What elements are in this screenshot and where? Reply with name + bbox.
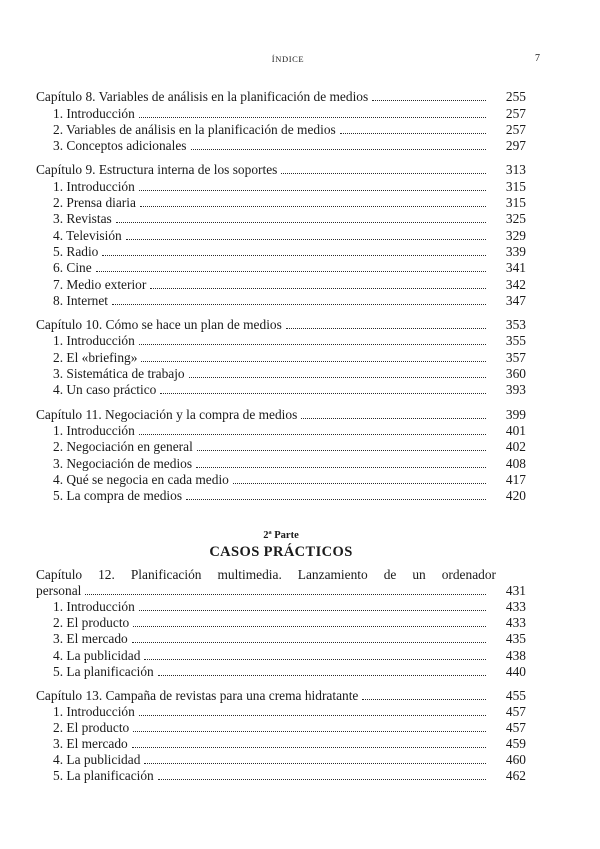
toc-item: 5. La compra de medios 420 [53,488,526,504]
toc-block-bottom [36,567,526,784]
page-header [36,54,540,68]
toc-item: 3. El mercado 435 [53,631,526,647]
toc-chapter-11: Capítulo 11. Negociación y la compra de medios 399 [36,406,526,422]
toc-item: 3. Sistemática de trabajo 360 [53,366,526,382]
toc-block-top [36,89,526,504]
toc-chapter-13: Capítulo 13. Campaña de revistas para una crema hidratante 455 [36,687,526,703]
toc-item: 2. Negociación en general 402 [53,439,526,455]
toc-item: 6. Cine 341 [53,260,526,276]
toc-item: 4. Un caso práctico 393 [53,382,526,398]
toc-item: 2. Prensa diaria 315 [53,195,526,211]
part-heading [36,530,526,561]
toc-item: 3. El mercado 459 [53,736,526,752]
toc-chapter-10: Capítulo 10. Cómo se hace un plan de medios 353 [36,317,526,333]
toc-item: 2. El producto 433 [53,615,526,631]
toc-item: 3. Conceptos adicionales 297 [53,138,526,154]
toc-chapter-12-line1: Capítulo 12. Planificación multimedia. Lanzamiento de un ordenador [36,566,496,582]
toc-item: 1. Introducción 433 [53,599,526,615]
toc-item: 8. Internet 347 [53,292,526,308]
toc-chapter-8: Capítulo 8. Variables de análisis en la planificación de medios 255 [36,89,526,105]
toc-item: 1. Introducción 257 [53,105,526,121]
toc-chapter-12-line2: personal 431 [36,583,526,599]
toc-item: 4. Qué se negocia en cada medio 417 [53,471,526,487]
toc-item: 5. Radio 339 [53,243,526,259]
toc-item: 2. Variables de análisis en la planificación de medios 257 [53,121,526,137]
toc-item: 5. La planificación 462 [53,768,526,784]
toc-chapter-9: Capítulo 9. Estructura interna de los soportes 313 [36,162,526,178]
part-number: 2ª Parte [263,530,299,541]
running-head: ÍNDICE [271,54,305,64]
toc-item: 5. La planificación 440 [53,663,526,679]
toc-item: 4. La publicidad 438 [53,647,526,663]
toc-item: 1. Introducción 315 [53,178,526,194]
toc-item: 2. El producto 457 [53,719,526,735]
toc-item: 1. Introducción 401 [53,422,526,438]
toc-item: 1. Introducción 355 [53,333,526,349]
page-number: 7 [535,53,540,64]
toc-item: 3. Revistas 325 [53,211,526,227]
toc-item: 7. Medio exterior 342 [53,276,526,292]
toc-item: 3. Negociación de medios 408 [53,455,526,471]
toc-item: 2. El «briefing» 357 [53,349,526,365]
part-title: CASOS PRÁCTICOS [209,544,353,560]
toc-item: 4. La publicidad 460 [53,752,526,768]
toc-item: 1. Introducción 457 [53,703,526,719]
toc-item: 4. Televisión 329 [53,227,526,243]
